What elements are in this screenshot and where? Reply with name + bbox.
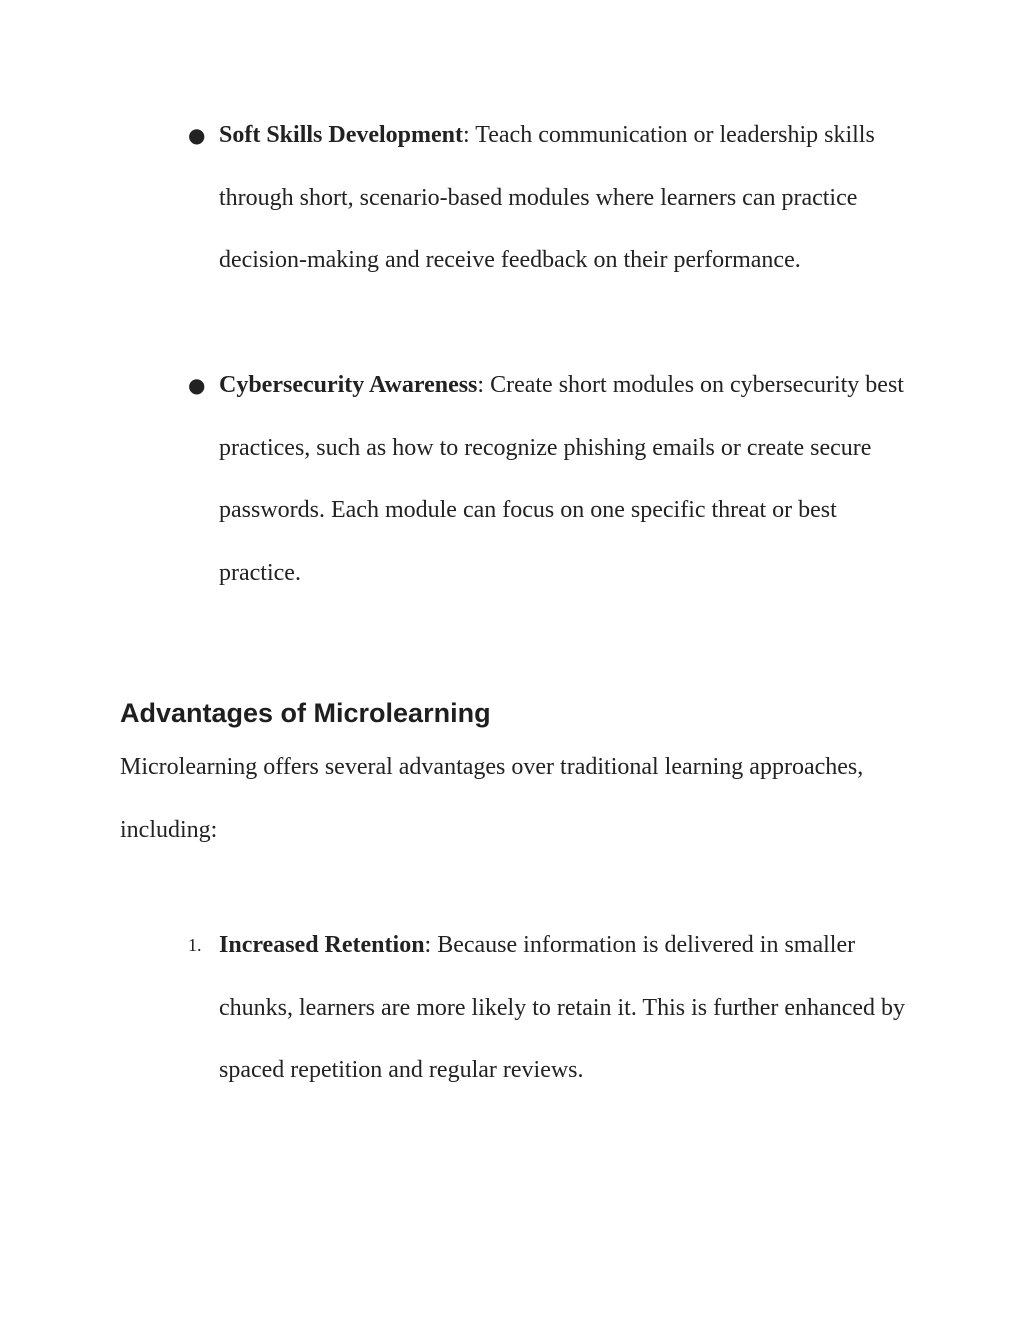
bullet-item-term: Cybersecurity Awareness (219, 372, 478, 398)
list-number: 1. (188, 935, 202, 955)
numbered-item-body (219, 914, 908, 1102)
numbered-item-term: Increased Retention (219, 932, 425, 958)
bullet-icon: ● (188, 123, 206, 147)
bullet-icon: ● (188, 373, 206, 397)
bullet-item-text: : Teach communication or leadership skills through short, scenario-based modules where learners can practice decision-making and receive feedback on their performance. (219, 122, 875, 273)
numbered-item-increased-retention (188, 914, 908, 1102)
numbered-item-text: : Because information is delivered in smaller chunks, learners are more likely to retain it. This is further enhanced by spaced repetition and regular reviews. (219, 932, 905, 1083)
bullet-item-body (219, 104, 908, 292)
bullet-item-body (219, 354, 908, 604)
bullet-item-text: : Create short modules on cybersecurity best practices, such as how to recognize phishing emails or create secure passwords. Each module can focus on one specific threat or best practice. (219, 372, 904, 586)
bullet-item-soft-skills (188, 104, 908, 292)
section-heading: Advantages of Microlearning (120, 698, 491, 728)
section-intro-paragraph: Microlearning offers several advantages over traditional learning approaches, including: (120, 754, 864, 843)
bullet-item-term: Soft Skills Development (219, 122, 464, 148)
bullet-item-cybersecurity (188, 354, 908, 604)
